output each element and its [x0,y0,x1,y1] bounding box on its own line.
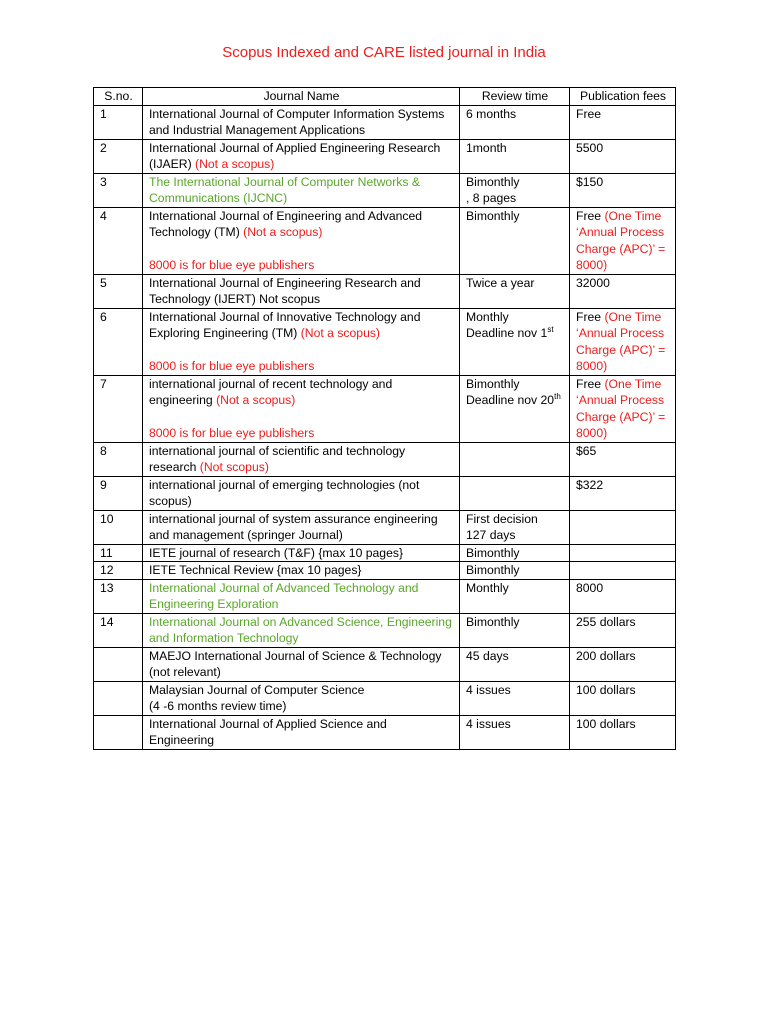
table-row [94,105,676,139]
table-row [94,173,676,207]
cell-publication-fees: Free [570,105,676,139]
cell-sno [94,647,143,681]
cell-publication-fees: 200 dollars [570,647,676,681]
journal-table [93,87,676,750]
table-row [94,476,676,510]
cell-journal-name [143,207,460,274]
apc-note: (One Time ‘Annual Process Charge (APC)’ = 8000) [576,376,666,440]
ordinal-suffix: th [554,391,561,401]
cell-journal-name [143,105,460,139]
cell-publication-fees: 32000 [570,274,676,308]
review-text: Monthly [466,309,509,324]
table-row [94,613,676,647]
cell-sno: 9 [94,476,143,510]
journal-name-text: International Journal of Engineering Research and Technology (IJERT) Not scopus [149,275,421,306]
cell-journal-name [143,681,460,715]
cell-journal-name [143,173,460,207]
not-scopus-note: (Not a scopus) [191,157,275,171]
table-row [94,442,676,476]
cell-publication-fees: 8000 [570,579,676,613]
cell-review-time [460,375,570,442]
journal-name-text: International Journal of Innovative Technology and Exploring Engineering (TM) [149,309,421,340]
cell-publication-fees [570,562,676,580]
not-scopus-note: (Not a scopus) [239,225,323,239]
publisher-note: 8000 is for blue eye publishers [149,258,315,272]
cell-review-time: Twice a year [460,274,570,308]
journal-name-text: International Journal of Advanced Technology and Engineering Exploration [149,580,419,611]
cell-publication-fees: $65 [570,442,676,476]
journal-name-text: international journal of recent technology and engineering [149,376,393,407]
cell-sno [94,715,143,749]
cell-publication-fees: 5500 [570,139,676,173]
header-journal-name: Journal Name [143,88,460,106]
table-row [94,579,676,613]
cell-journal-name [143,544,460,562]
journal-name-text: International Journal of Computer Information Systems and Industrial Management Applications [149,106,445,137]
cell-sno: 6 [94,308,143,375]
cell-sno: 4 [94,207,143,274]
table-row [94,715,676,749]
review-text-line2: , 8 pages [466,191,517,205]
journal-name-text: Malaysian Journal of Computer Science [149,682,365,697]
review-text-line2: 127 days [466,528,516,542]
fees-text: Free [576,208,602,223]
cell-journal-name [143,139,460,173]
table-row [94,308,676,375]
journal-name-text: International Journal of Applied Science and Engineering [149,716,387,747]
review-text: First decision [466,511,538,526]
ordinal-suffix: st [547,324,554,334]
cell-review-time [460,476,570,510]
cell-journal-name [143,442,460,476]
journal-name-text-line2: (4 -6 months review time) [149,699,287,713]
cell-review-time: 4 issues [460,715,570,749]
cell-review-time [460,510,570,544]
publisher-note: 8000 is for blue eye publishers [149,426,315,440]
fees-text: Free [576,376,602,391]
journal-name-text: International Journal of Applied Engineering Research (IJAER) [149,140,441,171]
header-publication-fees: Publication fees [570,88,676,106]
not-scopus-note: (Not scopus) [196,460,269,474]
cell-review-time: Bimonthly [460,544,570,562]
review-text: Bimonthly [466,174,520,189]
table-row [94,207,676,274]
journal-name-text: international journal of system assurance engineering and management (springer Journal) [149,511,438,542]
cell-publication-fees: $322 [570,476,676,510]
not-scopus-note: (Not a scopus) [297,326,380,340]
apc-note: (One Time ‘Annual Process Charge (APC)’ = 8000) [576,208,666,272]
table-header-row [94,88,676,106]
table-row [94,647,676,681]
cell-review-time: Bimonthly [460,562,570,580]
cell-sno [94,681,143,715]
journal-name-text: International Journal of Engineering and Advanced Technology (TM) [149,208,423,239]
journal-name-text: international journal of scientific and technology research [149,443,406,474]
table-row [94,544,676,562]
journal-name-text: The International Journal of Computer Networks & Communications (IJCNC) [149,174,420,205]
cell-journal-name [143,375,460,442]
cell-publication-fees [570,308,676,375]
page-title: Scopus Indexed and CARE listed journal in India [222,44,546,61]
cell-publication-fees [570,544,676,562]
journal-name-text: international journal of emerging technologies (not scopus) [149,477,420,508]
table-row [94,562,676,580]
cell-sno: 5 [94,274,143,308]
cell-review-time: 4 issues [460,681,570,715]
cell-sno: 10 [94,510,143,544]
cell-publication-fees: 255 dollars [570,613,676,647]
cell-review-time [460,308,570,375]
cell-sno: 3 [94,173,143,207]
cell-sno: 7 [94,375,143,442]
table-row [94,510,676,544]
cell-review-time: 6 months [460,105,570,139]
journal-name-text: IETE Technical Review {max 10 pages} [149,563,362,577]
cell-sno: 8 [94,442,143,476]
header-review-time: Review time [460,88,570,106]
table-row [94,139,676,173]
cell-publication-fees: 100 dollars [570,715,676,749]
cell-review-time: 1month [460,139,570,173]
cell-journal-name [143,715,460,749]
cell-review-time: Bimonthly [460,207,570,274]
apc-note: (One Time ‘Annual Process Charge (APC)’ = 8000) [576,309,666,373]
header-sno: S.no. [94,88,143,106]
cell-journal-name [143,476,460,510]
cell-journal-name [143,308,460,375]
review-text: Bimonthly [466,376,520,391]
publisher-note: 8000 is for blue eye publishers [149,359,315,373]
not-scopus-note: (Not a scopus) [212,393,296,407]
cell-sno: 13 [94,579,143,613]
cell-review-time [460,442,570,476]
cell-sno: 2 [94,139,143,173]
cell-publication-fees: $150 [570,173,676,207]
review-text-line2: Deadline nov 20 [466,393,555,407]
cell-publication-fees [570,510,676,544]
cell-publication-fees: 100 dollars [570,681,676,715]
fees-text: Free [576,309,602,324]
cell-review-time: 45 days [460,647,570,681]
cell-review-time: Bimonthly [460,613,570,647]
journal-name-text: International Journal on Advanced Science, Engineering and Information Technology [149,614,452,645]
cell-publication-fees [570,375,676,442]
cell-sno: 14 [94,613,143,647]
journal-name-text: MAEJO International Journal of Science & Technology (not relevant) [149,648,442,679]
cell-journal-name [143,613,460,647]
cell-journal-name [143,274,460,308]
cell-sno: 1 [94,105,143,139]
cell-journal-name [143,562,460,580]
table-row [94,375,676,442]
review-text-line2: Deadline nov 1 [466,326,548,340]
cell-sno: 11 [94,544,143,562]
cell-sno: 12 [94,562,143,580]
table-row [94,681,676,715]
cell-journal-name [143,647,460,681]
cell-review-time [460,173,570,207]
cell-review-time: Monthly [460,579,570,613]
journal-name-text: IETE journal of research (T&F) {max 10 pages} [149,545,404,560]
cell-journal-name [143,579,460,613]
cell-journal-name [143,510,460,544]
table-row [94,274,676,308]
cell-publication-fees [570,207,676,274]
